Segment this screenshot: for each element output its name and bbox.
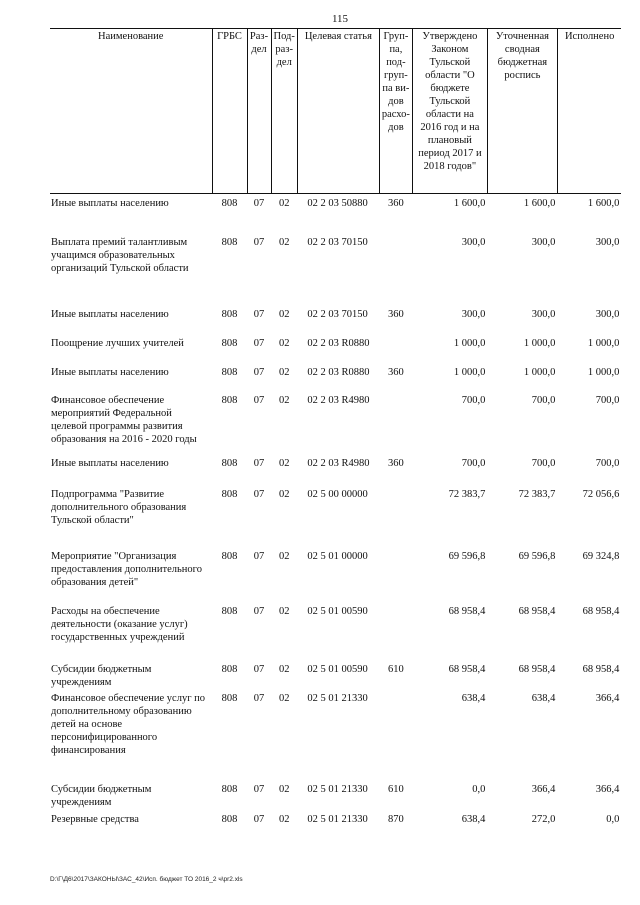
row-razdel: 07 xyxy=(253,198,265,209)
row-isp: 366,4 xyxy=(595,784,620,795)
row-grbs: 808 xyxy=(221,814,238,825)
row-vid: 360 xyxy=(388,198,404,209)
row-grbs: 808 xyxy=(221,395,238,406)
row-razdel: 07 xyxy=(253,237,265,248)
table-row xyxy=(50,813,621,833)
row-vid xyxy=(379,488,412,550)
row-podrazdel: 02 xyxy=(278,814,290,825)
row-vid xyxy=(379,605,412,663)
row-celevaya: 02 5 01 00590 xyxy=(307,606,368,617)
row-utoch: 300,0 xyxy=(531,309,556,320)
row-isp: 700,0 xyxy=(595,458,620,469)
table-row xyxy=(50,337,621,366)
row-utoch: 366,4 xyxy=(531,784,556,795)
row-vid: 610 xyxy=(388,784,404,795)
row-podrazdel: 02 xyxy=(278,198,290,209)
table-row xyxy=(50,488,621,550)
row-utoch: 69 596,8 xyxy=(518,551,556,562)
row-utoch: 1 000,0 xyxy=(523,367,556,378)
row-name: Выплата премий талантливым учащимся образовательных организаций Тульской области xyxy=(51,237,189,274)
header-podrazdel: Под-раз-дел xyxy=(271,29,297,194)
row-isp: 300,0 xyxy=(595,309,620,320)
row-utoch: 68 958,4 xyxy=(518,606,556,617)
page-number: 115 xyxy=(331,13,349,25)
row-celevaya: 02 2 03 70150 xyxy=(307,309,368,320)
footer-file-path: D:\Г\Д6\2017\ЗАКОНЫ\ЗАС_42\Исп. бюджет ТО 2016_2 ч\рr2.xls xyxy=(50,876,243,883)
row-isp: 72 056,6 xyxy=(582,489,620,500)
row-isp: 700,0 xyxy=(595,395,620,406)
row-isp: 366,4 xyxy=(595,693,620,704)
row-vid: 360 xyxy=(388,458,404,469)
row-podrazdel: 02 xyxy=(278,309,290,320)
budget-table xyxy=(50,28,621,833)
row-name: Иные выплаты населению xyxy=(51,458,169,469)
row-name: Иные выплаты населению xyxy=(51,309,169,320)
header-approved: Утверждено Законом Тульской области "О бюджете Тульской области на 2016 год и на плановый период 2017 и 2018 годов" xyxy=(412,29,487,194)
row-celevaya: 02 2 03 50880 xyxy=(307,198,368,209)
row-utoch: 72 383,7 xyxy=(518,489,556,500)
row-vid: 360 xyxy=(388,367,404,378)
header-grbs: ГРБС xyxy=(212,29,247,194)
row-grbs: 808 xyxy=(221,693,238,704)
row-name: Мероприятие "Организация предоставления дополнительного образования детей" xyxy=(51,551,202,588)
row-vid xyxy=(379,337,412,366)
row-approved: 1 000,0 xyxy=(453,367,486,378)
row-isp: 1 600,0 xyxy=(587,198,620,209)
row-isp: 1 000,0 xyxy=(587,338,620,349)
row-podrazdel: 02 xyxy=(278,784,290,795)
row-name: Резервные средства xyxy=(51,814,139,825)
row-approved: 72 383,7 xyxy=(448,489,486,500)
row-name: Подпрограмма "Развитие дополнительного образования Тульской области" xyxy=(51,489,187,526)
header-vid-rashodov: Груп-па, под-груп-па ви-дов расхо-дов xyxy=(379,29,412,194)
row-celevaya: 02 2 03 R0880 xyxy=(307,338,370,349)
row-approved: 0,0 xyxy=(472,784,486,795)
row-celevaya: 02 2 03 R0880 xyxy=(307,367,370,378)
header-utochnennaya: Уточненная сводная бюджетная роспись xyxy=(487,29,557,194)
row-approved: 638,4 xyxy=(461,814,486,825)
table-row xyxy=(50,550,621,605)
row-celevaya: 02 5 01 21330 xyxy=(307,784,368,795)
row-grbs: 808 xyxy=(221,606,238,617)
row-podrazdel: 02 xyxy=(278,693,290,704)
row-name: Иные выплаты населению xyxy=(51,198,169,209)
row-name: Финансовое обеспечение услуг по дополнительному образованию детей на основе персонифицированного финансирования xyxy=(51,693,205,756)
table-row xyxy=(50,457,621,488)
row-vid xyxy=(379,230,412,308)
row-razdel: 07 xyxy=(253,814,265,825)
row-isp: 1 000,0 xyxy=(587,367,620,378)
row-podrazdel: 02 xyxy=(278,458,290,469)
row-celevaya: 02 5 01 21330 xyxy=(307,693,368,704)
row-celevaya: 02 5 00 00000 xyxy=(307,489,368,500)
row-approved: 68 958,4 xyxy=(448,606,486,617)
row-razdel: 07 xyxy=(253,395,265,406)
row-isp: 69 324,8 xyxy=(582,551,620,562)
table-header-row xyxy=(50,29,621,194)
row-vid: 870 xyxy=(388,814,404,825)
row-podrazdel: 02 xyxy=(278,237,290,248)
row-grbs: 808 xyxy=(221,198,238,209)
table-row xyxy=(50,308,621,337)
row-isp: 0,0 xyxy=(606,814,620,825)
row-vid xyxy=(379,550,412,605)
row-utoch: 272,0 xyxy=(531,814,556,825)
row-razdel: 07 xyxy=(253,551,265,562)
row-grbs: 808 xyxy=(221,338,238,349)
row-approved: 1 000,0 xyxy=(453,338,486,349)
table-row xyxy=(50,692,621,783)
table-row xyxy=(50,366,621,394)
row-vid xyxy=(379,692,412,783)
row-razdel: 07 xyxy=(253,606,265,617)
row-razdel: 07 xyxy=(253,664,265,675)
row-celevaya: 02 2 03 R4980 xyxy=(307,395,370,406)
row-approved: 300,0 xyxy=(461,237,486,248)
row-podrazdel: 02 xyxy=(278,551,290,562)
row-razdel: 07 xyxy=(253,693,265,704)
table-row xyxy=(50,663,621,692)
row-razdel: 07 xyxy=(253,458,265,469)
row-grbs: 808 xyxy=(221,367,238,378)
row-isp: 300,0 xyxy=(595,237,620,248)
table-row xyxy=(50,605,621,663)
row-name: Иные выплаты населению xyxy=(51,367,169,378)
row-razdel: 07 xyxy=(253,338,265,349)
row-razdel: 07 xyxy=(253,309,265,320)
row-vid: 610 xyxy=(388,664,404,675)
row-razdel: 07 xyxy=(253,489,265,500)
row-grbs: 808 xyxy=(221,664,238,675)
row-utoch: 638,4 xyxy=(531,693,556,704)
row-approved: 1 600,0 xyxy=(453,198,486,209)
row-celevaya: 02 5 01 21330 xyxy=(307,814,368,825)
row-approved: 700,0 xyxy=(461,458,486,469)
table-row xyxy=(50,394,621,457)
header-ispolneno: Исполнено xyxy=(557,29,621,194)
row-celevaya: 02 5 01 00590 xyxy=(307,664,368,675)
row-podrazdel: 02 xyxy=(278,606,290,617)
row-approved: 638,4 xyxy=(461,693,486,704)
table-row xyxy=(50,230,621,308)
row-celevaya: 02 5 01 00000 xyxy=(307,551,368,562)
row-isp: 68 958,4 xyxy=(582,606,620,617)
row-name: Расходы на обеспечение деятельности (оказание услуг) государственных учреждений xyxy=(51,606,188,643)
header-name: Наименование xyxy=(50,29,212,194)
row-grbs: 808 xyxy=(221,237,238,248)
row-podrazdel: 02 xyxy=(278,338,290,349)
row-utoch: 1 600,0 xyxy=(523,198,556,209)
row-razdel: 07 xyxy=(253,784,265,795)
row-grbs: 808 xyxy=(221,489,238,500)
row-razdel: 07 xyxy=(253,367,265,378)
row-utoch: 68 958,4 xyxy=(518,664,556,675)
row-grbs: 808 xyxy=(221,551,238,562)
row-podrazdel: 02 xyxy=(278,395,290,406)
row-name: Субсидии бюджетным учреждениям xyxy=(51,664,152,688)
table-row xyxy=(50,194,621,231)
row-celevaya: 02 2 03 R4980 xyxy=(307,458,370,469)
row-podrazdel: 02 xyxy=(278,664,290,675)
header-razdel: Раз-дел xyxy=(247,29,271,194)
row-utoch: 300,0 xyxy=(531,237,556,248)
row-celevaya: 02 2 03 70150 xyxy=(307,237,368,248)
row-utoch: 700,0 xyxy=(531,458,556,469)
row-podrazdel: 02 xyxy=(278,489,290,500)
row-grbs: 808 xyxy=(221,784,238,795)
row-name: Субсидии бюджетным учреждениям xyxy=(51,784,152,808)
row-podrazdel: 02 xyxy=(278,367,290,378)
row-vid xyxy=(379,394,412,457)
row-name: Финансовое обеспечение мероприятий Федеральной целевой программы развития образования на 2016 - 2020 годы xyxy=(51,395,197,445)
row-vid: 360 xyxy=(388,309,404,320)
row-approved: 68 958,4 xyxy=(448,664,486,675)
row-approved: 69 596,8 xyxy=(448,551,486,562)
row-approved: 700,0 xyxy=(461,395,486,406)
header-celevaya-statya: Целевая статья xyxy=(297,29,379,194)
row-approved: 300,0 xyxy=(461,309,486,320)
row-grbs: 808 xyxy=(221,458,238,469)
row-grbs: 808 xyxy=(221,309,238,320)
table-row xyxy=(50,783,621,813)
row-isp: 68 958,4 xyxy=(582,664,620,675)
row-name: Поощрение лучших учителей xyxy=(51,338,184,349)
row-utoch: 1 000,0 xyxy=(523,338,556,349)
row-utoch: 700,0 xyxy=(531,395,556,406)
